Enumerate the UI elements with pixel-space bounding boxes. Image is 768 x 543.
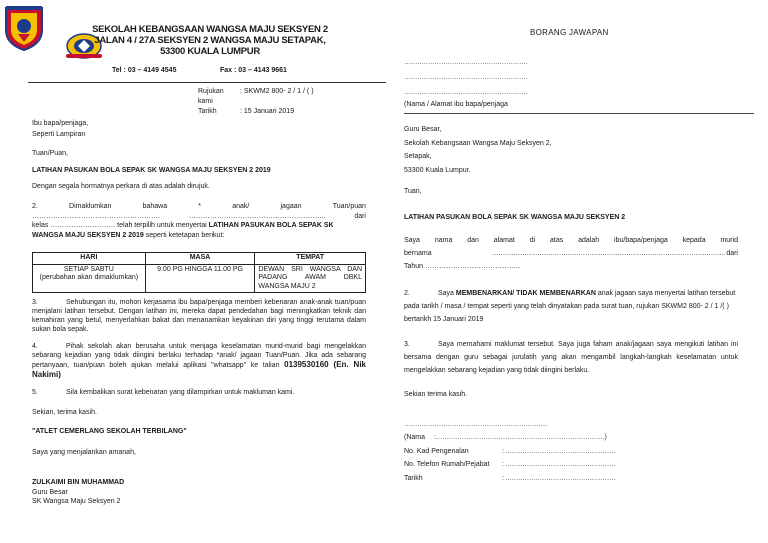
headmaster-line-1: Guru Besar, (404, 126, 442, 133)
table-cell-masa: 9.00 PG HINGGA 11.00 PG (145, 264, 255, 293)
reply-paragraph-3-text: Saya memahami maklumat tersebut. Saya juga faham anak/jagaan saya mengikuti latihan ini bersama dengan guru sebagai jurulatih yang akan mengambil langkah-langkah keselamatan untuk mengelakkan sebarang kejadian yang tidak diingini berlaku. (404, 341, 738, 374)
hari-text: SETIAP SABTU (63, 265, 114, 273)
closing-phrase: Saya yang menjalankan amanah, (32, 449, 136, 456)
paragraph-2-line-2 (32, 212, 366, 222)
paragraph-4-number: 4. (32, 343, 38, 350)
paragraph-5-text: Sila kembalikan surat kebenaran yang dilampirkan untuk makluman kami. (66, 389, 295, 396)
parent-address-block (404, 55, 528, 112)
paragraph-2-word: Tuan/puan (332, 203, 366, 210)
paragraph-2-word: jagaan (280, 203, 302, 210)
paragraph-2-number: 2. (32, 203, 38, 210)
reply-word: di (529, 237, 536, 244)
letterhead-line-3: 53300 KUALA LUMPUR (160, 46, 260, 57)
signatory-post: Guru Besar (32, 488, 68, 496)
paragraph-5 (32, 389, 366, 398)
paragraph-4 (32, 342, 366, 380)
field-label: Tarikh (404, 474, 423, 482)
school-motto: "ATLET CEMERLANG SEKOLAH TERBILANG" (32, 428, 187, 435)
letterhead-line-1: SEKOLAH KEBANGSAAN WANGSA MAJU SEKSYEN 2 (92, 24, 328, 35)
school-crest-icon (2, 4, 46, 52)
contact-number: 0139530160 (En. Nik Nakimi) (32, 360, 366, 379)
contact-row (112, 67, 287, 76)
table-row (33, 264, 366, 293)
paragraph-2-word: Dimaklumkan (69, 203, 112, 210)
paragraph-5-number: 5. (32, 389, 38, 396)
headmaster-line-4: 53300 Kuala Lumpur. (404, 166, 471, 174)
paragraph-2 (32, 202, 366, 240)
reply-thanks: Sekian terima kasih. (404, 391, 468, 398)
address-line-blank: ………………………………………………… (404, 74, 528, 81)
field-label: No. Telefon Rumah/Pejabat (404, 461, 490, 468)
reply-paragraph-3-number: 3. (404, 341, 410, 348)
reply-paragraph-1 (404, 234, 738, 273)
dari-label: dari (726, 250, 738, 257)
reply-divider (404, 113, 754, 114)
field-row-date (404, 472, 615, 486)
paragraph-2-bold: LATIHAN PASUKAN BOLA SEPAK SK (208, 222, 334, 229)
salutation: Tuan/Puan, (32, 150, 68, 157)
reply-word: Saya (404, 237, 420, 244)
headmaster-line-3: Setapak, (404, 153, 432, 160)
recipient-line-2: Seperti Lampiran (32, 131, 86, 138)
paragraph-2-word: * (198, 203, 202, 210)
reply-paragraph-1-line-1 (404, 234, 738, 247)
address-label: (Nama / Alamat ibu bapa/penjaga (404, 101, 508, 108)
reply-paragraph-2 (404, 287, 738, 326)
reply-paragraph-2-text: Saya (438, 290, 456, 297)
address-line-blank: ………………………………………………… (404, 89, 528, 96)
table-header-cell: HARI (33, 253, 146, 265)
reference-block (198, 87, 314, 117)
name-blank: :……………………………………………………………………) (434, 434, 607, 441)
field-row-nama (404, 431, 615, 445)
paragraph-3-text: Sehubungan itu, mohon kerjasama ibu bapa/penjaga memberi kebenaran anak-anak tuan/puan menjalani latihan tersebut. Dengan latihan ini, mereka dapat pendedahan bagi meningkatkan teknik dan kemahiran yang betul, menyerlahkan bakat dan menanamkan keyakinan diri yang tinggi terutama dalam sukan bola sepak. (32, 299, 366, 333)
reply-word: nama (434, 237, 453, 244)
headmaster-address (404, 123, 552, 177)
table-header-row (33, 253, 366, 265)
student-name-blank: ……………………………………………………………………………………………… (491, 250, 726, 257)
tahun-line: Tahun ………………………………….. (404, 263, 520, 270)
table-cell-tempat: DEWAN SRI WANGSA DAN PADANG AWAM DBKL WANGSA MAJU 2 (255, 264, 366, 293)
reply-word: dan (467, 237, 479, 244)
recipient-line-1: Ibu bapa/penjaga, (32, 120, 89, 127)
reply-word: ibu/bapa/penjaga (614, 237, 668, 244)
reply-paragraph-3 (404, 338, 738, 377)
intro-paragraph: Dengan segala hormatnya perkara di atas adalah dirujuk. (32, 183, 210, 190)
paragraph-3-number: 3. (32, 299, 38, 306)
reply-form-title: BORANG JAWAPAN (530, 28, 609, 37)
field-label: (Nama (404, 434, 426, 441)
address-line-blank: ………………………………………………… (404, 59, 528, 66)
telephone-number: Tel : 03 – 4149 4545 (112, 67, 177, 74)
date-blank: : …………………………………………… (502, 474, 616, 482)
headmaster-line-2: Sekolah Kebangsaan Wangsa Maju Seksyen 2, (404, 139, 552, 147)
letterhead-line-2: JALAN 4 / 27A SEKSYEN 2 WANGSA MAJU SETAPAK, (94, 35, 326, 46)
letter-title: LATIHAN PASUKAN BOLA SEPAK SK WANGSA MAJU SEKSYEN 2 2019 (32, 167, 271, 174)
signature-blank: ………………………………………………………… (404, 421, 547, 428)
field-row-ic (404, 445, 615, 459)
reply-word: alamat (493, 237, 515, 244)
paragraph-2-line-1 (32, 202, 366, 212)
paragraph-2-line-3 (32, 221, 366, 231)
paragraph-2-bold: WANGSA MAJU SEKSYEN 2 2019 (32, 231, 144, 239)
field-label: No. Kad Pengenalan (404, 447, 469, 455)
paragraph-2-text: kelas ………………………. telah terpilih untuk menyertai (32, 222, 209, 229)
ic-number-blank: : …………………………………………… (502, 447, 616, 455)
signatory-name: ZULKAIMI BIN MUHAMMAD (32, 479, 125, 486)
table-header-cell: TEMPAT (255, 253, 366, 265)
phone-blank: : …………………………………………… (502, 461, 616, 468)
consent-choice: MEMBENARKAN/ TIDAK MEMBENARKAN (455, 290, 596, 297)
table-cell-hari (33, 264, 146, 293)
paragraph-2-word: anak/ (232, 203, 250, 210)
reference-label: Rujukan kami (198, 88, 224, 105)
hari-note: (perubahan akan dimaklumkan) (39, 274, 139, 282)
paragraph-4-text: Pihak sekolah akan berusaha untuk menjaga keselamatan murid-murid bagi mengelakkan sebarang kejadian yang tidak diingini berlaku terhadap *anak/ jagaan Tuan/Puan. Jika ada sebarang pertanyaan, tuan/puan boleh ajukan melalui aplikasi "whatsapp" ke talian (32, 343, 366, 369)
reference-value: : SKWM2 800- 2 / 1 / ( ) (240, 88, 314, 95)
paragraph-2-word: dari (354, 212, 366, 220)
paragraph-3 (32, 298, 366, 334)
signatory-school: SK Wangsa Maju Seksyen 2 (32, 498, 121, 505)
closing-thanks: Sekian, terima kasih. (32, 409, 97, 416)
school-letterhead (60, 24, 360, 57)
reply-paragraph-1-line-2 (404, 247, 738, 260)
bernama-label: bernama (404, 250, 432, 257)
reply-subject: LATIHAN PASUKAN BOLA SEPAK SK WANGSA MAJU SEKSYEN 2 (404, 214, 626, 221)
reply-word: murid (720, 237, 738, 244)
student-name-blank: ………………………………………………. (32, 212, 160, 220)
reply-paragraph-2-text: anak jagaan saya menyertai latihan tersebut pada tarikh / masa / tempat seperti yang telah dinyatakan pada surat tuan, rujukan SKWM2 800- 2 / 1 /( ) bertarikh 15 Januari 2019 (404, 290, 736, 323)
date-label: Tarikh (198, 108, 217, 115)
letterhead-divider (28, 82, 386, 83)
paragraph-2-line-4 (32, 231, 366, 241)
table-header-cell: MASA (145, 253, 255, 265)
reply-paragraph-2-number: 2. (404, 290, 410, 297)
fax-number: Fax : 03 – 4143 9661 (220, 67, 287, 74)
schedule-table (32, 252, 366, 293)
reply-form-section (400, 0, 768, 543)
field-row-phone (404, 458, 615, 472)
paragraph-2-text: seperti ketetapan berikut: (143, 231, 225, 239)
reply-word: kepada (682, 237, 706, 244)
date-value: : 15 Januari 2019 (240, 108, 295, 115)
parent-details-fields (404, 431, 615, 485)
reply-salutation: Tuan, (404, 188, 422, 195)
reply-word: atas (550, 237, 564, 244)
paragraph-2-word: bahawa (142, 203, 168, 210)
student-name-blank-2: ………………………………………………….. (188, 212, 326, 220)
recipient-block (32, 118, 88, 140)
signature-block (32, 478, 124, 507)
reply-word: adalah (578, 237, 600, 244)
